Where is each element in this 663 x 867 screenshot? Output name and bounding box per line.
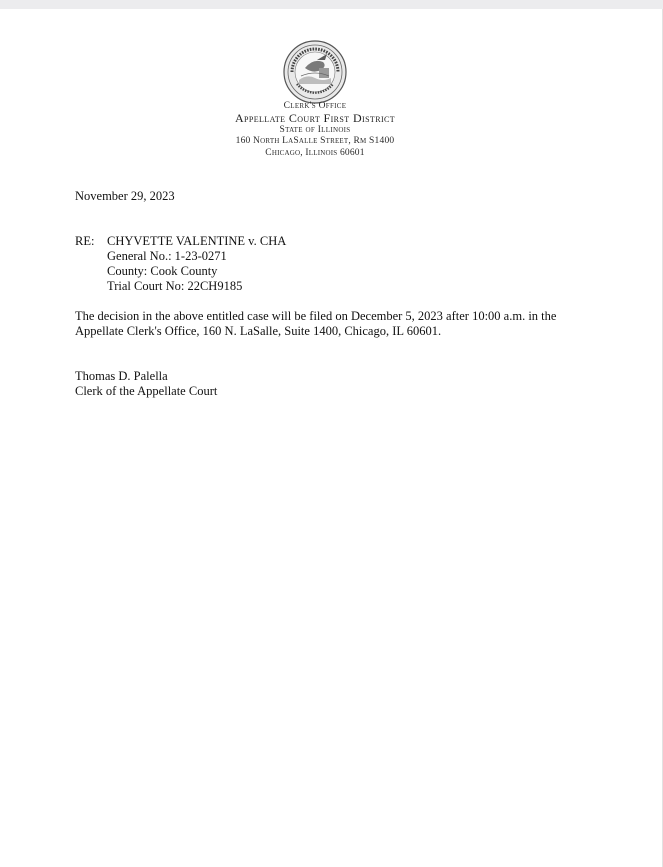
letter-date: November 29, 2023 — [75, 189, 175, 203]
trial-court-number: Trial Court No: 22CH9185 — [107, 279, 243, 293]
body-line-1: The decision in the above entitled case will be filed on December 5, 2023 after 10:00 a.m. in the — [75, 309, 557, 323]
letterhead-court: Appellate Court First District — [234, 111, 396, 125]
letterhead-state: State of Illinois — [279, 125, 351, 135]
county: County: Cook County — [107, 264, 218, 278]
letterhead-office: Clerk's Office — [283, 101, 347, 111]
case-caption: CHYVETTE VALENTINE v. CHA — [107, 234, 287, 248]
body-line-2: Appellate Clerk's Office, 160 N. LaSalle, Suite 1400, Chicago, IL 60601. — [75, 324, 442, 338]
re-label: RE: — [75, 234, 95, 248]
letterhead-city: Chicago, Illinois 60601 — [265, 148, 365, 158]
viewer-top-bar — [0, 0, 663, 9]
letterhead-address: 160 North LaSalle Street, Rm S1400 — [235, 136, 395, 146]
signature-title: Clerk of the Appellate Court — [75, 384, 218, 398]
general-number: General No.: 1-23-0271 — [107, 249, 227, 263]
document-page — [0, 9, 663, 867]
illinois-state-seal-icon — [283, 40, 347, 104]
signature-name: Thomas D. Palella — [75, 369, 168, 383]
